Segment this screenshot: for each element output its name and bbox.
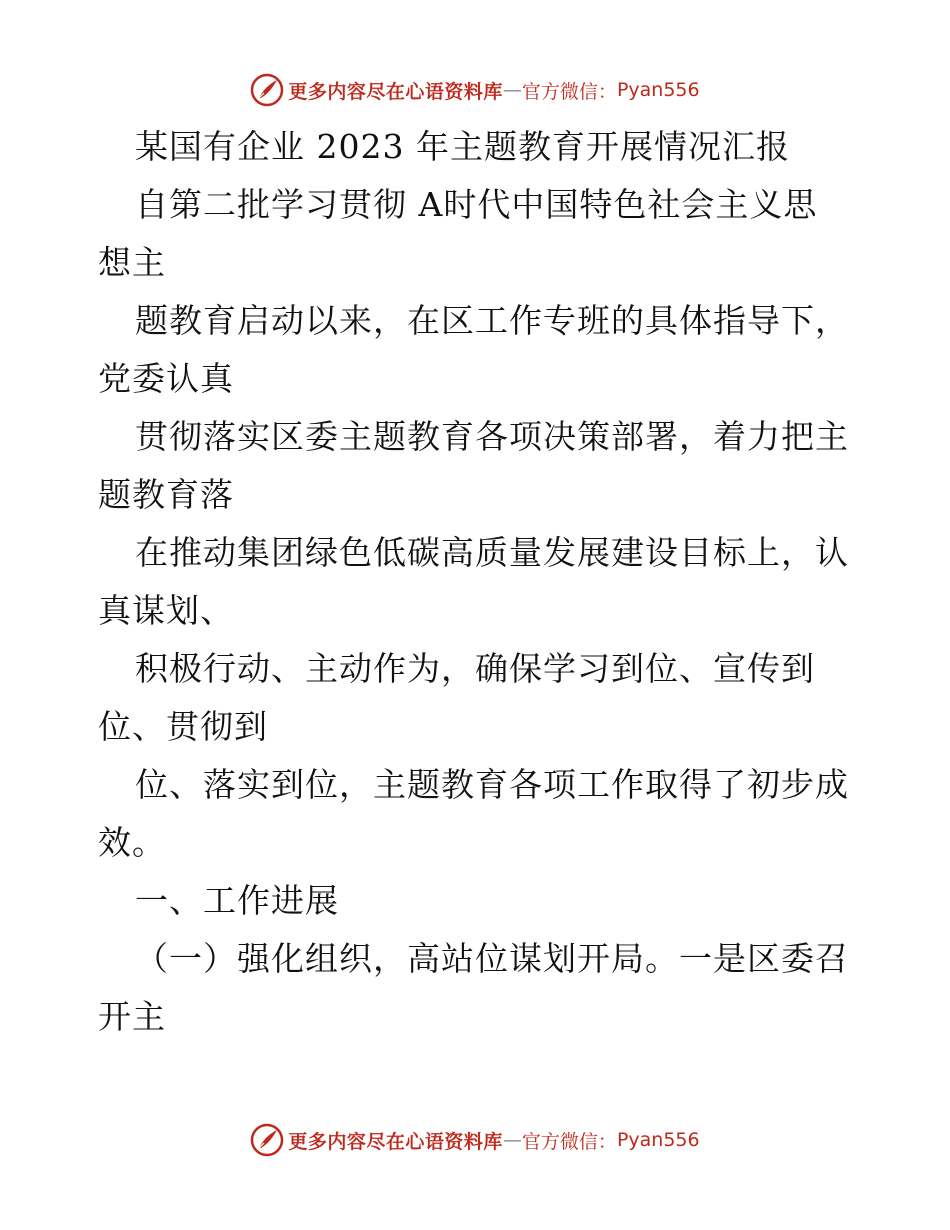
paragraph-line: 题教育落: [98, 475, 234, 514]
document-body: [98, 118, 898, 1046]
document-title: 某国有企业 2023 年主题教育开展情况汇报: [135, 127, 790, 166]
watermark-account-id: Pyan556: [616, 79, 700, 101]
paragraph-line: 党委认真: [98, 359, 234, 398]
watermark-official-text: 官方微信：: [521, 1130, 617, 1153]
footer-watermark: [0, 1120, 950, 1160]
feather-pen-logo-icon: [250, 1123, 284, 1157]
feather-pen-logo-icon: [250, 73, 284, 107]
paragraph-line: 位、贯彻到: [98, 707, 268, 746]
paragraph-line: 积极行动、主动作为，确保学习到位、宣传到: [135, 649, 815, 688]
watermark-official-text: 官方微信：: [521, 80, 617, 103]
paragraph-line: 题教育启动以来，在区工作专班的具体指导下，: [135, 301, 849, 340]
paragraph-line: 效。: [98, 823, 166, 862]
paragraph-line: 位、落实到位，主题教育各项工作取得了初步成: [135, 765, 849, 804]
paragraph-line: 自第二批学习贯彻 A时代中国特色社会主义思: [135, 185, 818, 224]
paragraph-line: 在推动集团绿色低碳高质量发展建设目标上，认: [135, 533, 849, 572]
section-heading: 一、工作进展: [135, 881, 339, 920]
paragraph-line: （一）强化组织，高站位谋划开局。一是区委召: [135, 939, 849, 978]
paragraph-line: 贯彻落实区委主题教育各项决策部署，着力把主: [135, 417, 849, 456]
paragraph-line: 想主: [98, 243, 166, 282]
paragraph-line: 开主: [98, 997, 166, 1036]
paragraph-line: 真谋划、: [98, 591, 234, 630]
watermark-lead-text: 更多内容尽在心语资料库: [288, 1130, 503, 1153]
watermark-separator: —: [502, 1129, 522, 1151]
header-watermark: [0, 70, 950, 110]
watermark-lead-text: 更多内容尽在心语资料库: [288, 80, 503, 103]
watermark-separator: —: [502, 79, 522, 101]
watermark-account-id: Pyan556: [616, 1129, 700, 1151]
